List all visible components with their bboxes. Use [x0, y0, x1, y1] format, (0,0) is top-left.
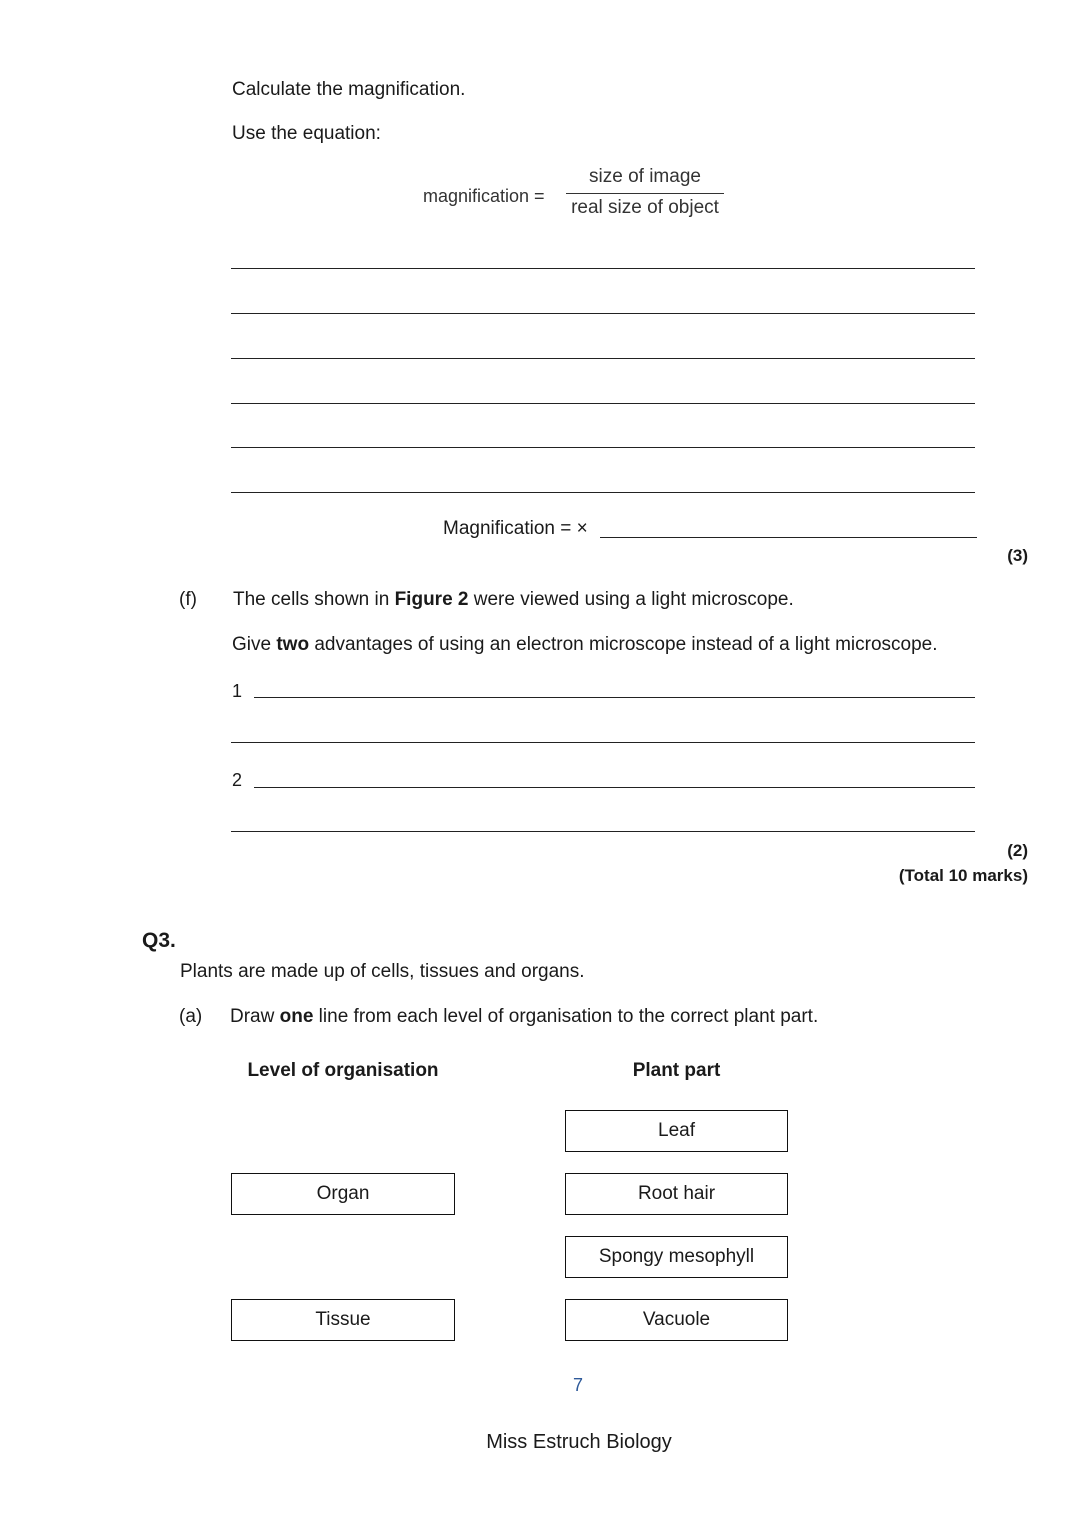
answer-line[interactable] [231, 358, 975, 359]
answer-line[interactable] [231, 403, 975, 404]
level-box-tissue[interactable]: Tissue [231, 1299, 455, 1341]
answer-line-2[interactable] [254, 787, 975, 788]
level-heading: Level of organisation [247, 1060, 439, 1081]
part-f-prompt: Give two advantages of using an electron microscope instead of a light microscope. [232, 634, 938, 655]
q3-intro: Plants are made up of cells, tissues and organs. [180, 961, 585, 982]
equation-numerator: size of image [589, 166, 701, 187]
marks-f: (2) [1007, 841, 1028, 860]
plant-part-box-leaf[interactable]: Leaf [565, 1110, 788, 1152]
answer-number-2: 2 [232, 770, 243, 790]
total-marks: (Total 10 marks) [898, 866, 1028, 885]
question-number: Q3. [142, 929, 176, 952]
level-box-organ[interactable]: Organ [231, 1173, 455, 1215]
magnification-answer-label: Magnification = × [443, 518, 588, 539]
answer-line[interactable] [231, 268, 975, 269]
answer-line-1[interactable] [254, 697, 975, 698]
footer-credit: Miss Estruch Biology [486, 1431, 672, 1453]
plant-part-box-vacuole[interactable]: Vacuole [565, 1299, 788, 1341]
page-number: 7 [572, 1375, 583, 1395]
answer-line[interactable] [231, 313, 975, 314]
answer-line[interactable] [231, 447, 975, 448]
plant-part-box-spongy-mesophyll[interactable]: Spongy mesophyll [565, 1236, 788, 1278]
equation-denominator: real size of object [571, 197, 719, 218]
marks-e: (3) [1007, 546, 1028, 565]
plant-part-box-root-hair[interactable]: Root hair [565, 1173, 788, 1215]
answer-number-1: 1 [232, 681, 243, 701]
answer-line[interactable] [231, 742, 975, 743]
part-a-label: (a) [179, 1006, 203, 1027]
fraction-line [566, 193, 724, 194]
calculate-instruction: Calculate the magnification. [232, 79, 466, 100]
magnification-answer-line[interactable] [600, 537, 977, 538]
equation-prompt: Use the equation: [232, 123, 381, 144]
answer-line[interactable] [231, 831, 975, 832]
part-f-label: (f) [179, 589, 197, 610]
plant-part-heading: Plant part [632, 1060, 721, 1081]
part-f-sentence: The cells shown in Figure 2 were viewed using a light microscope. [233, 589, 794, 610]
part-a-instruction: Draw one line from each level of organisation to the correct plant part. [230, 1006, 819, 1027]
answer-line[interactable] [231, 492, 975, 493]
equation-lhs: magnification = [423, 186, 545, 206]
